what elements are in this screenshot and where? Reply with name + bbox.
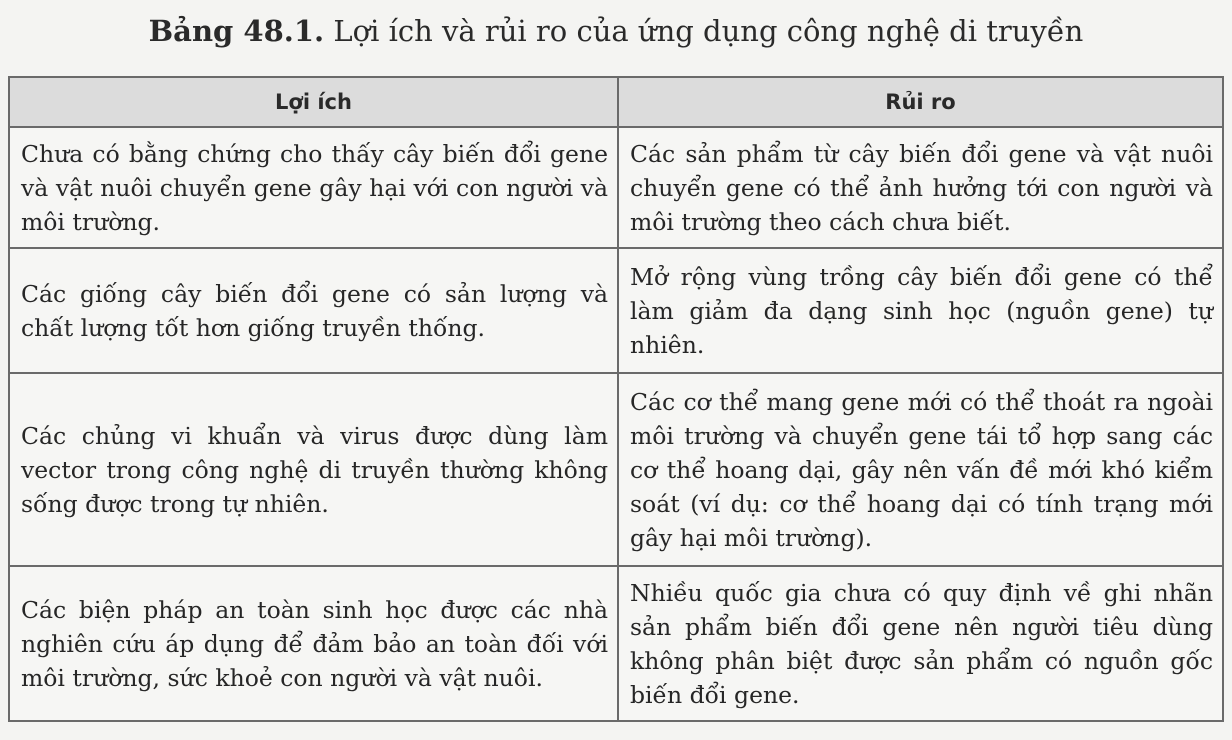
benefit-cell: Các chủng vi khuẩn và virus được dùng làm vector trong công nghệ di truyền thường không sống được trong tự nhiên. xyxy=(9,373,618,566)
header-row xyxy=(9,77,1223,127)
table-title xyxy=(0,14,1232,48)
risk-cell: Nhiều quốc gia chưa có quy định về ghi nhãn sản phẩm biến đổi gene nên người tiêu dùng không phân biệt được sản phẩm có nguồn gốc biến đổi gene. xyxy=(618,566,1223,721)
benefit-cell: Các biện pháp an toàn sinh học được các nhà nghiên cứu áp dụng để đảm bảo an toàn đối với môi trường, sức khoẻ con người và vật nuôi. xyxy=(9,566,618,721)
table-row xyxy=(9,566,1223,721)
table-number: Bảng 48.1. xyxy=(148,14,325,48)
benefits-risks-table xyxy=(8,76,1224,722)
table-row xyxy=(9,373,1223,566)
table-caption: Lợi ích và rủi ro của ứng dụng công nghệ di truyền xyxy=(333,14,1084,48)
header-benefits: Lợi ích xyxy=(9,77,618,127)
benefit-cell: Các giống cây biến đổi gene có sản lượng và chất lượng tốt hơn giống truyền thống. xyxy=(9,248,618,373)
risk-cell: Các cơ thể mang gene mới có thể thoát ra ngoài môi trường và chuyển gene tái tổ hợp sang các cơ thể hoang dại, gây nên vấn đề mới khó kiểm soát (ví dụ: cơ thể hoang dại có tính trạng mới gây hại môi trường). xyxy=(618,373,1223,566)
risk-cell: Các sản phẩm từ cây biến đổi gene và vật nuôi chuyển gene có thể ảnh hưởng tới con người và môi trường theo cách chưa biết. xyxy=(618,127,1223,248)
header-risks: Rủi ro xyxy=(618,77,1223,127)
table-row xyxy=(9,127,1223,248)
benefit-cell: Chưa có bằng chứng cho thấy cây biến đổi gene và vật nuôi chuyển gene gây hại với con người và môi trường. xyxy=(9,127,618,248)
table-row xyxy=(9,248,1223,373)
risk-cell: Mở rộng vùng trồng cây biến đổi gene có thể làm giảm đa dạng sinh học (nguồn gene) tự nhiên. xyxy=(618,248,1223,373)
